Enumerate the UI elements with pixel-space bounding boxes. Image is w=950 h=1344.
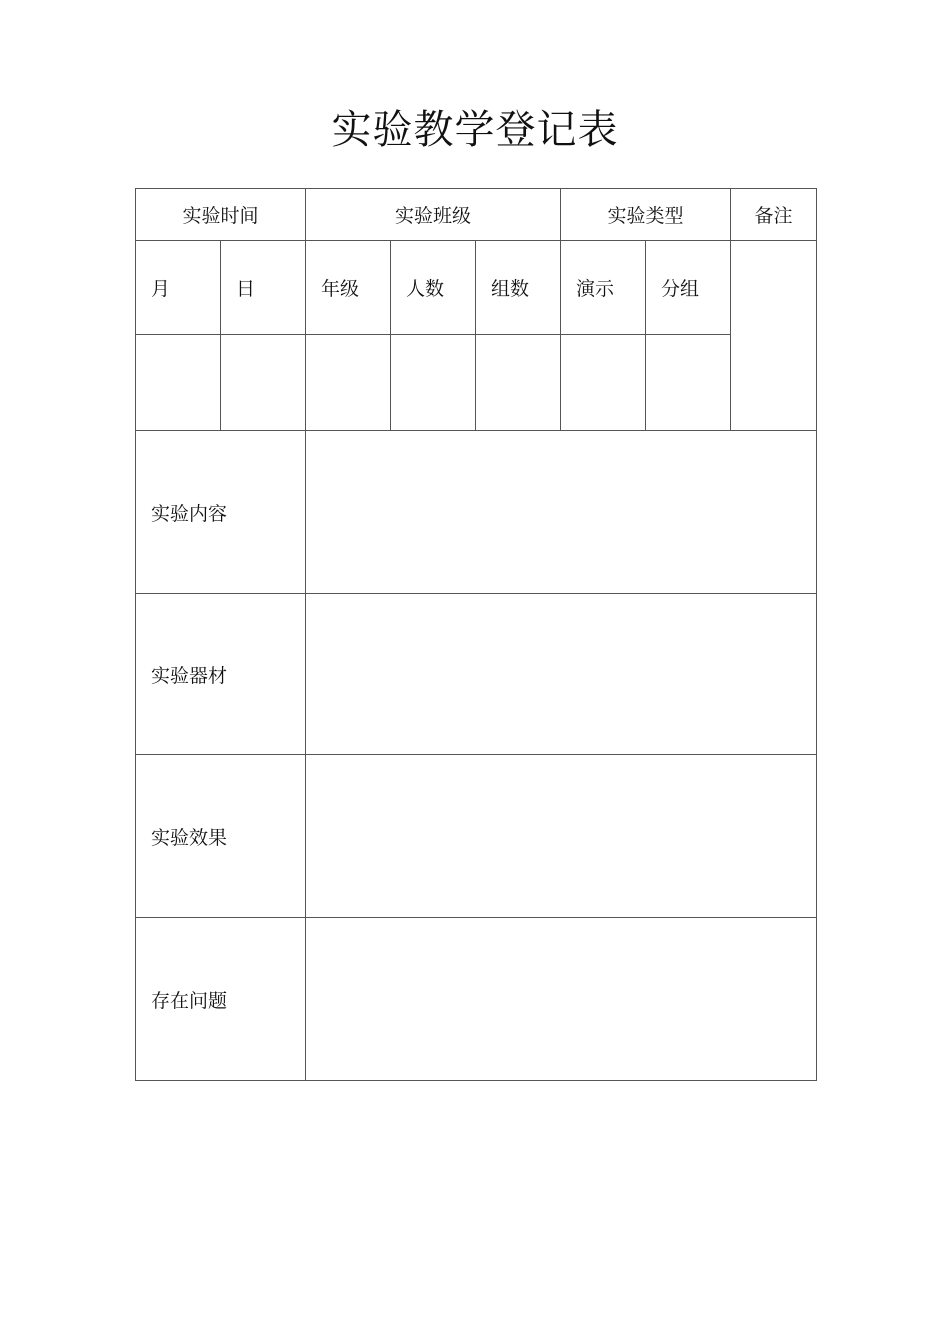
- section-row: [136, 594, 817, 755]
- section-row: [136, 755, 817, 918]
- day-cell[interactable]: [221, 335, 306, 431]
- subheader-grade: 年级: [306, 241, 391, 335]
- demo-cell[interactable]: [561, 335, 646, 431]
- header-remark: 备注: [731, 189, 817, 241]
- subheader-row: [136, 241, 817, 335]
- subheader-people: 人数: [391, 241, 476, 335]
- group-experiment-cell[interactable]: [646, 335, 731, 431]
- month-cell[interactable]: [136, 335, 221, 431]
- subheader-demo: 演示: [561, 241, 646, 335]
- header-experiment-class: 实验班级: [306, 189, 561, 241]
- page-title: 实验教学登记表: [331, 107, 619, 153]
- section-label-equipment: 实验器材: [136, 594, 306, 755]
- section-value-content[interactable]: [306, 431, 817, 594]
- registration-form-table: [135, 188, 817, 1081]
- section-value-equipment[interactable]: [306, 594, 817, 755]
- grade-cell[interactable]: [306, 335, 391, 431]
- header-experiment-type: 实验类型: [561, 189, 731, 241]
- section-value-effect[interactable]: [306, 755, 817, 918]
- subheader-month: 月: [136, 241, 221, 335]
- remark-cell[interactable]: [731, 241, 817, 431]
- subheader-day: 日: [221, 241, 306, 335]
- groups-cell[interactable]: [476, 335, 561, 431]
- section-row: [136, 431, 817, 594]
- header-experiment-time: 实验时间: [136, 189, 306, 241]
- entry-row: [136, 335, 817, 431]
- header-row: [136, 189, 817, 241]
- people-cell[interactable]: [391, 335, 476, 431]
- section-label-problems: 存在问题: [136, 918, 306, 1081]
- subheader-groups: 组数: [476, 241, 561, 335]
- section-label-content: 实验内容: [136, 431, 306, 594]
- section-label-effect: 实验效果: [136, 755, 306, 918]
- section-row: [136, 918, 817, 1081]
- subheader-group-experiment: 分组: [646, 241, 731, 335]
- section-value-problems[interactable]: [306, 918, 817, 1081]
